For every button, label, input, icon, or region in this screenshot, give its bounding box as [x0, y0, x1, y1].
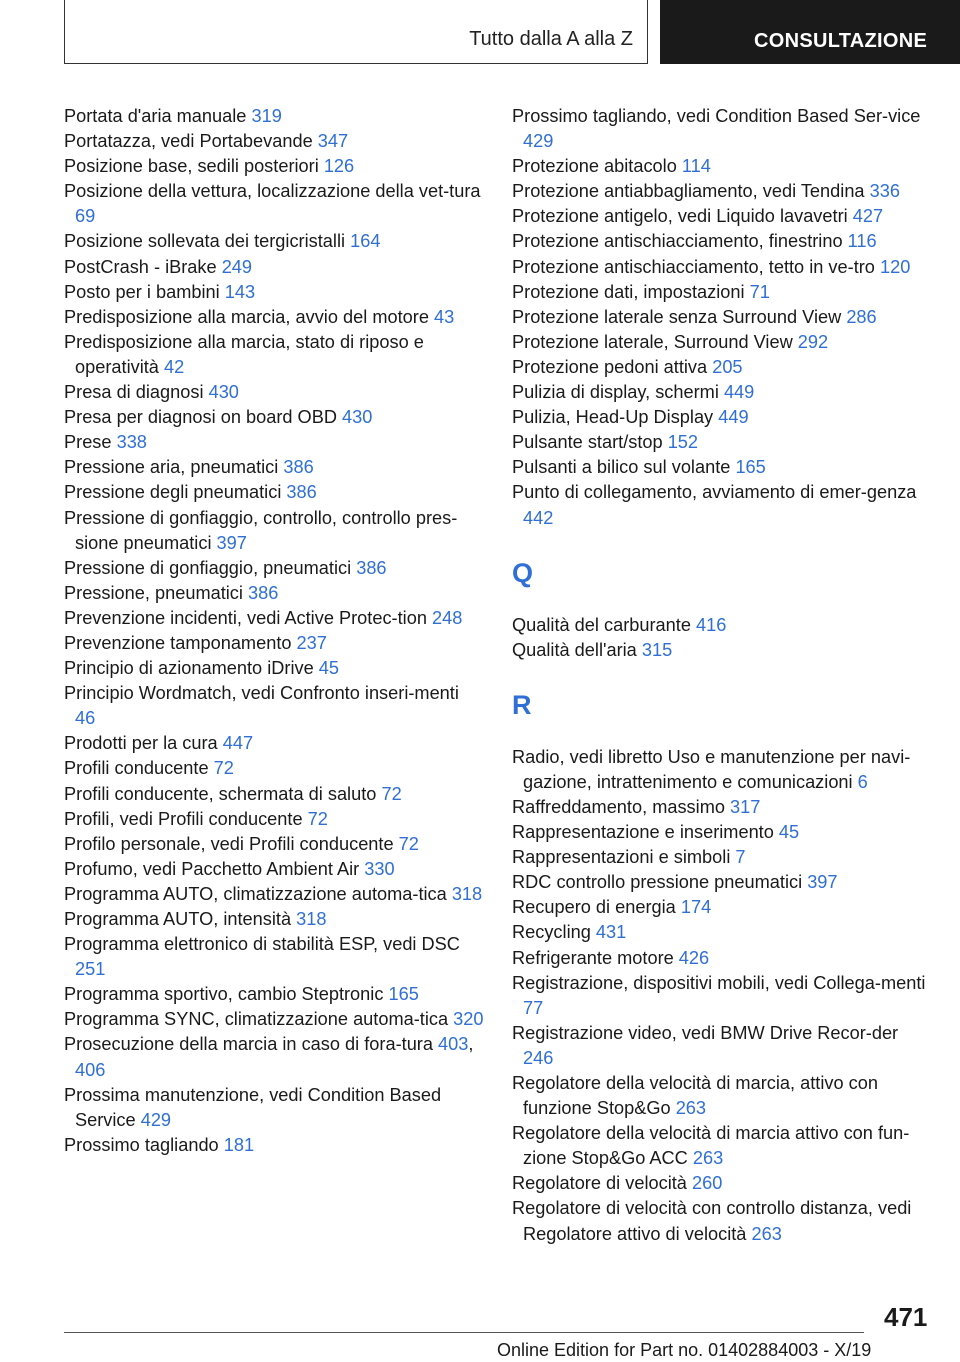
page-ref-link[interactable]: 165 [735, 457, 766, 478]
index-entry-text: Principio Wordmatch, vedi Confronto inseri-menti [64, 683, 459, 704]
index-entry [64, 1007, 484, 1032]
index-entry [512, 946, 932, 971]
index-entry [512, 1071, 932, 1121]
index-entry [512, 795, 932, 820]
index-entry-text: Rappresentazione e inserimento [512, 822, 779, 843]
page-ref-link[interactable]: 292 [797, 331, 829, 352]
index-entry-text: RDC controllo pressione pneumatici [512, 872, 808, 893]
page-ref-link[interactable]: 426 [678, 947, 710, 968]
index-entry [512, 480, 932, 530]
index-entry [64, 129, 484, 154]
index-entry-text: Programma AUTO, intensità [64, 909, 297, 929]
index-letter-heading: R [512, 689, 532, 720]
index-entry-text: Recupero di energia [512, 897, 681, 918]
page-ref-link[interactable]: 45 [318, 658, 339, 679]
page-ref-link[interactable]: 397 [216, 532, 247, 553]
index-entry-text: Protezione dati, impostazioni [512, 281, 750, 302]
index-entry-text: Protezione antiabbagliamento, vedi Tendina [512, 181, 870, 202]
page-ref-link[interactable]: 45 [778, 822, 800, 843]
index-entry-text: Refrigerante motore [512, 947, 679, 968]
index-entry-text: Prevenzione incidenti, vedi Active Protec-tion [64, 607, 432, 628]
index-entry-text: Profili conducente [64, 758, 214, 779]
page-ref-link[interactable]: 386 [356, 557, 387, 578]
index-entry [64, 807, 484, 832]
page-ref-link[interactable]: 449 [718, 407, 749, 428]
index-entry [512, 405, 932, 430]
index-entry-text: Prevenzione tamponamento [64, 632, 297, 653]
index-entry-text: Protezione antischiacciamento, finestrino [512, 231, 848, 252]
index-entry [512, 154, 932, 179]
index-entry [64, 556, 484, 581]
index-entry-text: Programma AUTO, climatizzazione automa-tica [64, 883, 452, 904]
index-entry [64, 280, 484, 305]
index-entry-text: Qualità dell'aria [512, 639, 642, 660]
index-entry-text: PostCrash - iBrake [64, 256, 222, 277]
index-entry [64, 606, 484, 631]
footer-divider [64, 1332, 864, 1333]
index-entry [64, 506, 484, 556]
index-entry-text: Pressione aria, pneumatici [64, 457, 284, 478]
index-entry [512, 745, 932, 795]
index-entry-text: Rappresentazioni e simboli [512, 847, 736, 868]
index-entry [64, 782, 484, 807]
page-ref-link[interactable]: 143 [224, 281, 256, 302]
page-ref-link[interactable]: 246 [523, 1047, 554, 1068]
index-entry-text: Predisposizione alla marcia, stato di riposo e operatività [64, 331, 424, 377]
index-entry-text: Protezione antischiacciamento, tetto in ve-tro [512, 256, 880, 277]
index-entry [64, 982, 484, 1007]
index-entry-text: Posto per i bambini [64, 281, 225, 302]
page-ref-link[interactable]: 114 [681, 156, 711, 177]
page-ref-link[interactable]: 336 [869, 181, 900, 202]
page-ref-link[interactable]: 77 [523, 997, 544, 1018]
index-entry-text: Regolatore di velocità con controllo distanza, vedi Regolatore attivo di velocità [512, 1198, 912, 1244]
index-entry-text: Qualità del carburante [512, 614, 697, 635]
index-entry-text: Pressione, pneumatici [64, 582, 248, 603]
index-entry-text: Portata d'aria manuale [64, 106, 252, 126]
page-ref-link[interactable]: 315 [641, 639, 673, 660]
header-title-box [64, 0, 648, 64]
index-entry [64, 656, 484, 681]
index-entry-text: Posizione base, sedili posteriori [64, 156, 324, 177]
index-entry [64, 104, 484, 129]
page-ref-link[interactable]: 320 [453, 1009, 484, 1030]
index-entry [512, 920, 932, 945]
page-ref-link[interactable]: 260 [691, 1173, 723, 1194]
index-entry-text: Portatazza, vedi Portabevande [64, 131, 318, 152]
page-ref-link[interactable]: 338 [116, 432, 147, 453]
index-entry [64, 1083, 484, 1133]
index-entry-text: Raffreddamento, massimo [512, 796, 731, 817]
page-ref-link[interactable]: 449 [723, 382, 755, 403]
index-entry [64, 832, 484, 857]
index-entry [64, 154, 484, 179]
index-entry [64, 405, 484, 430]
index-entry-text: Prossimo tagliando, vedi Condition Based Ser-vice [512, 106, 921, 126]
index-column-right [512, 104, 932, 1247]
index-entry [512, 613, 932, 638]
index-entry-text: Recycling [512, 922, 596, 943]
index-entry-text: Profili conducente, schermata di saluto [64, 783, 382, 804]
index-column-left [64, 104, 484, 1158]
index-entry-text: Presa per diagnosi on board OBD [64, 407, 343, 428]
index-entry [512, 971, 932, 1021]
page-ref-link[interactable]: 429 [140, 1109, 172, 1130]
page-ref-link[interactable]: 403 [438, 1034, 469, 1055]
index-entry [512, 638, 932, 663]
header-section-label: CONSULTAZIONE [754, 30, 928, 52]
header-title: Tutto dalla A alla Z [469, 28, 633, 50]
index-entry [64, 330, 484, 380]
index-entry [512, 845, 932, 870]
index-entry-text: Protezione antigelo, vedi Liquido lavavetri [512, 206, 853, 227]
index-entry [64, 380, 484, 405]
index-entry-text: Profumo, vedi Pacchetto Ambient Air [64, 858, 365, 879]
index-entry [512, 330, 932, 355]
index-entry [512, 820, 932, 845]
page-ref-link[interactable]: 42 [163, 356, 185, 377]
index-entry [64, 255, 484, 280]
page-ref-link[interactable]: 386 [248, 582, 279, 603]
page-ref-link[interactable]: 126 [323, 156, 355, 177]
page-ref-link[interactable]: 120 [879, 256, 911, 277]
index-entry-text: Programma sportivo, cambio Steptronic [64, 984, 389, 1005]
page-ref-link[interactable]: 430 [342, 407, 373, 428]
index-entry [512, 895, 932, 920]
index-entry [64, 907, 484, 932]
index-entry [64, 455, 484, 480]
index-entry-text: Principio di azionamento iDrive [64, 658, 319, 679]
index-entry [64, 430, 484, 455]
page-ref-link[interactable]: 386 [286, 482, 317, 503]
index-entry [512, 255, 932, 280]
index-entry [512, 204, 932, 229]
index-entry [512, 104, 932, 154]
page-ref-link[interactable]: 71 [749, 281, 770, 302]
index-entry-text: Regolatore della velocità di marcia, attivo con funzione Stop&Go [512, 1073, 878, 1119]
index-entry [512, 355, 932, 380]
index-entry [512, 1121, 932, 1171]
index-entry-text: Prosecuzione della marcia in caso di fora-tura [64, 1034, 439, 1055]
index-entry-text: Regolatore di velocità [512, 1173, 692, 1194]
page-ref-link[interactable]: 248 [432, 607, 463, 628]
index-entry-text: Regolatore della velocità di marcia attivo con fun-zione Stop&Go ACC [512, 1123, 910, 1169]
page-ref-link[interactable]: 397 [807, 872, 838, 893]
page-ref-link[interactable]: 165 [388, 984, 419, 1005]
index-entry [512, 1021, 932, 1071]
index-entry [64, 631, 484, 656]
index-entry [64, 681, 484, 731]
page-ref-link[interactable]: 317 [730, 796, 761, 817]
page-number: 471 [884, 1302, 928, 1332]
index-entry-text: Programma elettronico di stabilità ESP, vedi DSC [64, 934, 460, 955]
page-ref-link[interactable]: 263 [675, 1098, 707, 1119]
page-ref-link[interactable]: 181 [223, 1134, 255, 1155]
index-entry-text: Posizione sollevata dei tergicristalli [64, 231, 351, 252]
index-entry-text: Protezione abitacolo [512, 156, 682, 177]
index-entry-text: Pulizia, Head-Up Display [512, 407, 719, 428]
page-ref-link[interactable]: 251 [75, 959, 106, 980]
index-entry [512, 870, 932, 895]
page-ref-link[interactable]: 249 [221, 256, 253, 277]
index-entry [512, 1196, 932, 1246]
index-entry [64, 731, 484, 756]
index-entry [64, 932, 484, 982]
index-entry [512, 305, 932, 330]
index-letter-heading: Q [512, 557, 534, 588]
page-ref-link[interactable]: 205 [712, 356, 743, 377]
footer-edition: Online Edition for Part no. 01402884003 - X/19 [497, 1340, 872, 1360]
page-ref-link[interactable]: 330 [364, 858, 395, 879]
index-entry-text: Prodotti per la cura [64, 733, 223, 754]
index-entry-text: Punto di collegamento, avviamento di emer-genza [512, 482, 917, 503]
index-entry-text: Presa di diagnosi [64, 382, 209, 403]
page-ref-link[interactable]: 263 [692, 1148, 724, 1169]
index-entry-text: Registrazione video, vedi BMW Drive Recor-der [512, 1022, 899, 1043]
page-ref-link[interactable]: 347 [317, 131, 349, 152]
index-entry-text: Pulizia di display, schermi [512, 382, 724, 403]
page-ref-link[interactable]: 447 [222, 733, 254, 754]
index-entry [64, 480, 484, 505]
index-entry-text: Profili, vedi Profili conducente [64, 808, 308, 829]
index-entry [64, 857, 484, 882]
page-ref-link[interactable]: 263 [751, 1223, 782, 1244]
index-entry-text: Protezione laterale senza Surround View [512, 306, 847, 327]
index-entry [512, 229, 932, 254]
index-entry [64, 581, 484, 606]
page-ref-link[interactable]: 406 [75, 1059, 106, 1080]
index-entry-text: Profilo personale, vedi Profili conducente [64, 833, 399, 854]
page-ref-link[interactable]: 152 [667, 432, 699, 453]
page-ref-link[interactable]: 386 [283, 457, 314, 478]
page-ref-link[interactable]: 318 [451, 883, 483, 904]
page-ref-link[interactable]: 6 [857, 771, 868, 792]
index-entry [512, 430, 932, 455]
header-section-tab [660, 0, 960, 64]
index-entry [64, 882, 484, 907]
index-entry [512, 380, 932, 405]
index-entry-text: Prese [64, 432, 117, 453]
index-entry [512, 1171, 932, 1196]
index-entry-text: Registrazione, dispositivi mobili, vedi Collega-menti [512, 972, 926, 993]
index-entry [64, 179, 484, 229]
page-ref-link[interactable]: 43 [433, 306, 455, 327]
index-entry [64, 1133, 484, 1158]
page-ref-link[interactable]: 72 [381, 783, 402, 804]
page-ref-link[interactable]: 72 [307, 808, 328, 829]
index-entry [512, 179, 932, 204]
page-ref-link[interactable]: 427 [852, 206, 884, 227]
index-entry [512, 280, 932, 305]
index-entry [64, 756, 484, 781]
page-ref-link[interactable]: 442 [523, 507, 554, 528]
page-ref-link[interactable]: 416 [696, 614, 727, 635]
index-entry-text: Programma SYNC, climatizzazione automa-tica [64, 1009, 454, 1030]
page-ref-link[interactable]: 430 [208, 382, 239, 403]
index-entry-text: Radio, vedi libretto Uso e manutenzione per navi-gazione, intrattenimento e comunicazioni [512, 746, 911, 792]
index-entry-text: Prossimo tagliando [64, 1134, 224, 1155]
page-ref-link[interactable]: 7 [735, 847, 746, 868]
index-entry-text: Pulsante start/stop [512, 432, 668, 453]
index-entry-text: Protezione laterale, Surround View [512, 331, 798, 352]
index-entry-text: Protezione pedoni attiva [512, 356, 713, 377]
index-entry-text: Prossima manutenzione, vedi Condition Based Service [64, 1084, 442, 1130]
index-entry-text: Pulsanti a bilico sul volante [512, 457, 736, 478]
index-entry [64, 229, 484, 254]
page-ref-link[interactable]: 286 [846, 306, 877, 327]
page-ref-link[interactable]: 46 [75, 708, 96, 729]
page-ref-link[interactable]: 174 [680, 897, 712, 918]
page-ref-link[interactable]: 164 [350, 231, 381, 252]
page-ref-link[interactable]: 72 [213, 758, 234, 779]
index-entry [64, 1032, 484, 1082]
index-entry-text: Pressione di gonfiaggio, pneumatici [64, 557, 357, 578]
page-ref-link[interactable]: 319 [251, 106, 282, 126]
index-entry-text: Predisposizione alla marcia, avvio del motore [64, 306, 434, 327]
index-entry [512, 455, 932, 480]
page-ref-separator: , [468, 1034, 474, 1055]
page-header [0, 0, 960, 66]
page-ref-link[interactable]: 69 [75, 206, 96, 227]
page-ref-link[interactable]: 318 [296, 909, 327, 929]
page-ref-link[interactable]: 72 [398, 833, 419, 854]
page-ref-link[interactable]: 237 [296, 632, 327, 653]
page-ref-link[interactable]: 116 [847, 231, 877, 252]
index-entry-text: Pressione degli pneumatici [64, 482, 287, 503]
index-entry-text: Pressione di gonfiaggio, controllo, controllo pres-sione pneumatici [64, 507, 458, 553]
index-entry-text: Posizione della vettura, localizzazione della vet-tura [64, 181, 481, 202]
page-ref-link[interactable]: 429 [523, 131, 554, 152]
page-ref-link[interactable]: 431 [595, 922, 627, 943]
index-entry [64, 305, 484, 330]
